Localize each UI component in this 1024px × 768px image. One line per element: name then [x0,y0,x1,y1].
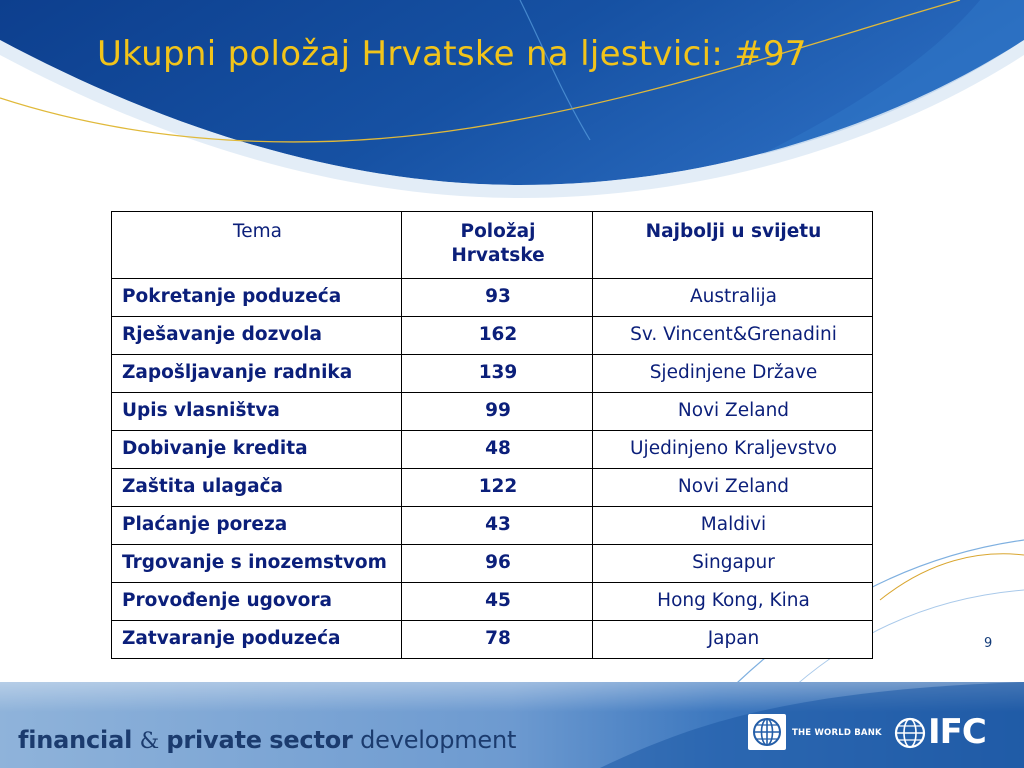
topic-cell: Pokretanje poduzeća [112,279,402,317]
table-row [112,355,873,393]
position-cell: 43 [402,507,593,545]
top-wave [0,0,1024,185]
position-cell: 122 [402,469,593,507]
position-cell: 45 [402,583,593,621]
table-row [112,279,873,317]
globe-icon [892,716,928,750]
page-number: 9 [984,636,993,651]
table-row [112,583,873,621]
footer-word-sector: sector [269,726,353,754]
table-row [112,431,873,469]
table-row [112,469,873,507]
position-cell: 162 [402,317,593,355]
world-bank-logo [748,714,786,750]
position-cell: 48 [402,431,593,469]
topic-cell: Provođenje ugovora [112,583,402,621]
footer-word-financial: financial [18,726,133,754]
ifc-label: IFC [928,712,986,752]
topic-cell: Upis vlasništva [112,393,402,431]
best-country-cell: Maldivi [593,507,873,545]
table-header-row [112,212,873,279]
footer-word-private: private [166,726,262,754]
header-tema: Tema [112,212,402,279]
right-curve-3 [880,554,1024,600]
best-country-cell: Novi Zeland [593,469,873,507]
header-najbolji: Najbolji u svijetu [593,212,873,279]
topic-cell: Zaštita ulagača [112,469,402,507]
best-country-cell: Sjedinjene Države [593,355,873,393]
ranking-table [111,211,873,659]
position-cell: 96 [402,545,593,583]
topic-cell: Zapošljavanje radnika [112,355,402,393]
position-cell: 78 [402,621,593,659]
table-row [112,621,873,659]
best-country-cell: Australija [593,279,873,317]
best-country-cell: Novi Zeland [593,393,873,431]
table-row [112,507,873,545]
footer-word-development: development [360,726,517,754]
topic-cell: Plaćanje poreza [112,507,402,545]
position-cell: 99 [402,393,593,431]
table-row [112,317,873,355]
best-country-cell: Ujedinjeno Kraljevstvo [593,431,873,469]
best-country-cell: Hong Kong, Kina [593,583,873,621]
topic-cell: Dobivanje kredita [112,431,402,469]
best-country-cell: Sv. Vincent&Grenadini [593,317,873,355]
footer-ampersand: & [139,729,159,754]
footer-tagline [18,726,516,754]
topic-cell: Zatvaranje poduzeća [112,621,402,659]
globe-grid-icon [748,714,786,750]
best-country-cell: Singapur [593,545,873,583]
best-country-cell: Japan [593,621,873,659]
topic-cell: Rješavanje dozvola [112,317,402,355]
topic-cell: Trgovanje s inozemstvom [112,545,402,583]
world-bank-label: THE WORLD BANK [792,728,882,738]
header-polozaj: Položaj Hrvatske [402,212,593,279]
table-row [112,545,873,583]
table-row [112,393,873,431]
slide-title: Ukupni položaj Hrvatske na ljestvici: #97 [97,34,807,74]
position-cell: 139 [402,355,593,393]
position-cell: 93 [402,279,593,317]
